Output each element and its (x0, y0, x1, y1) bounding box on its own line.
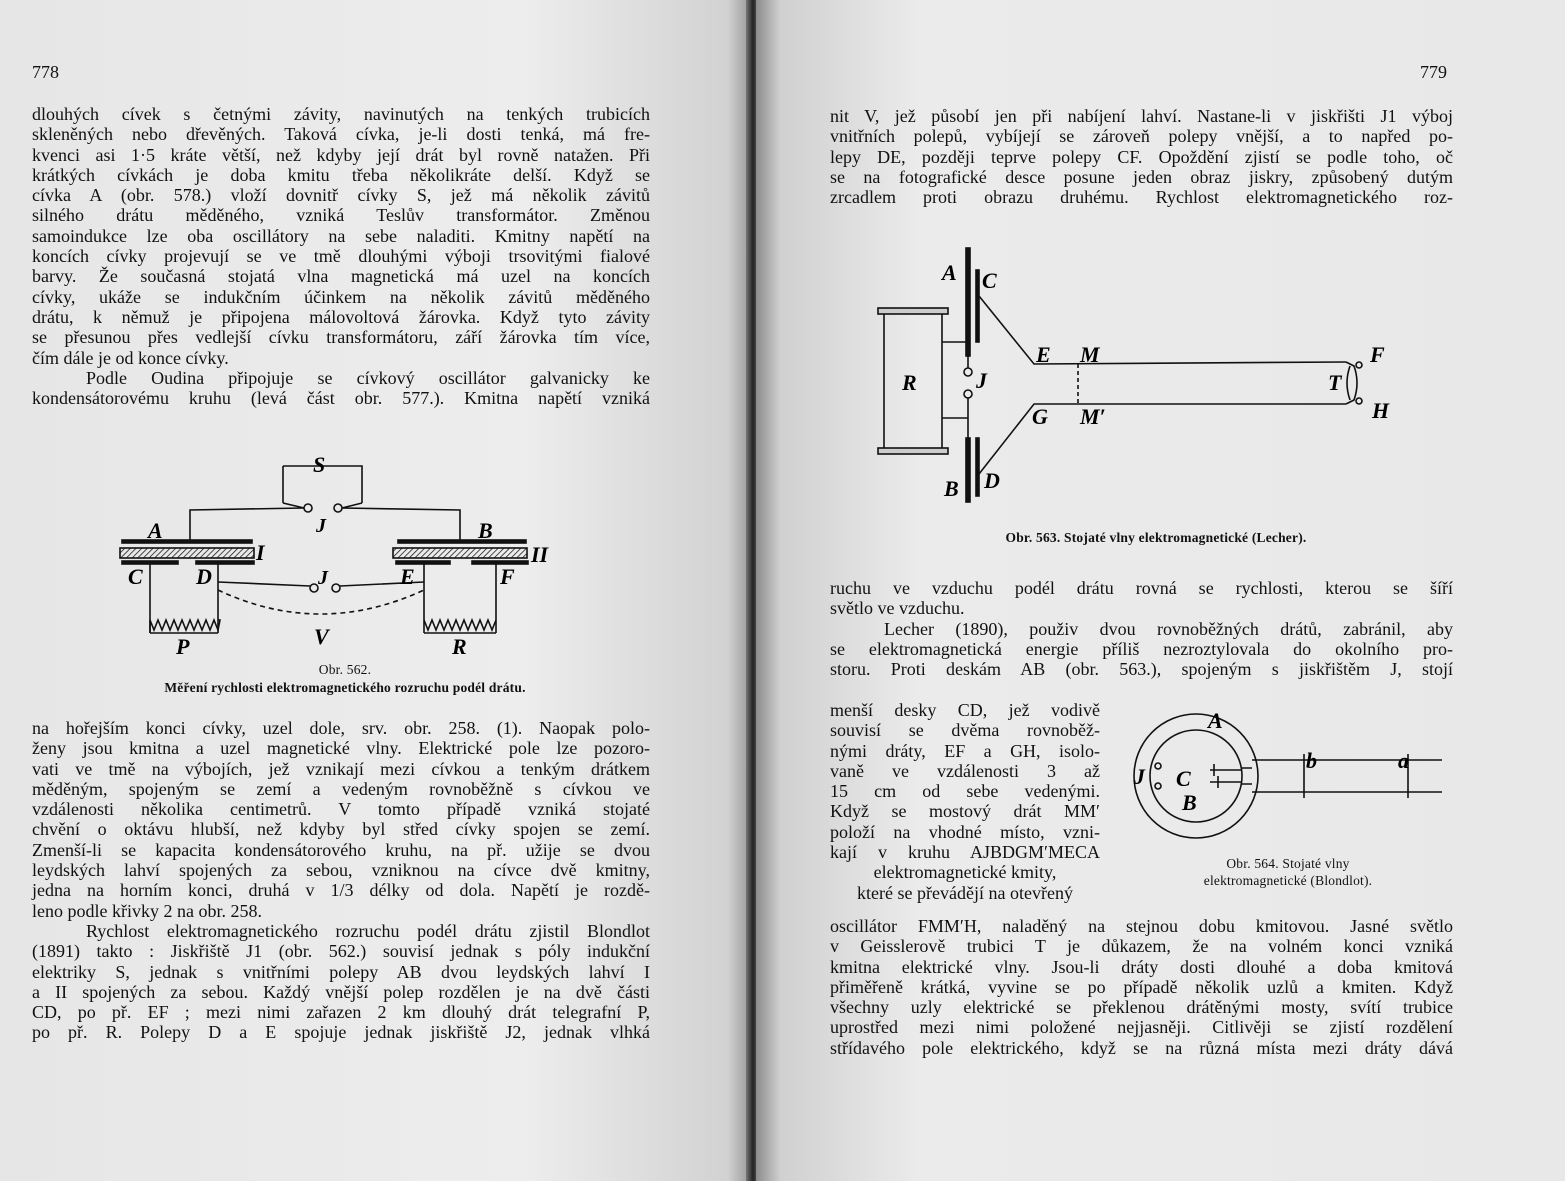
label-C: C (128, 564, 143, 589)
label-B: B (478, 518, 493, 543)
figure-564 (1118, 706, 1448, 856)
right-para-1 (830, 106, 1453, 207)
text-line: menší desky CD, jež vodivě (830, 700, 1100, 720)
text-line: měděným, spojeným se zemí a vedeným rovnoběžně s cívkou ve (32, 778, 650, 799)
label-C: C (1176, 766, 1191, 791)
text-line: Rychlost elektromagnetického rozruchu podél drátu zjistil Blondlot (86, 920, 650, 941)
label-J: J (976, 368, 987, 393)
left-para-1 (32, 104, 650, 408)
text-line: uprostřed mezi nimi položené nejjasněji. Citlivěji se zjistí rozdělení (830, 1017, 1453, 1038)
text-line: které se převádějí na otevřený (857, 882, 1073, 903)
text-line: storu. Proti deskám AB (obr. 563.), spojeným s jiskřištěm J, stojí (830, 659, 1453, 680)
text-line: lepy DE, později teprve polepy CF. Opoždění zjistí se podle toho, oč (830, 146, 1453, 167)
label-J1: J (316, 515, 326, 537)
page-number-left: 778 (32, 62, 59, 82)
label-R: R (902, 370, 917, 395)
text-line: kvenci asi 1·5 kráte větší, než kdyby její drát byl rovně natažen. Při (32, 144, 650, 165)
text-line: vaně ve vzdálenosti 3 až (830, 760, 1100, 781)
text-line: po př. R. Polepy D a E spojuje jednak jiskřiště J2, jednak vlhká (32, 1022, 650, 1043)
text-line: se na fotografické desce posune jeden obraz jiskry, způsobený dutým (830, 166, 1453, 187)
text-line: leno podle křivky 2 na obr. 258. (32, 900, 262, 921)
label-E: E (1036, 342, 1051, 367)
label-B: B (1182, 790, 1197, 815)
text-line: kají v kruhu AJBDGM′MECA (830, 842, 1100, 863)
label-T: T (1328, 370, 1342, 395)
text-line: přiměřeně krátká, vyvine se po případě několik uzlů a kmiten. Když (830, 976, 1453, 997)
text-line: oscillátor FMM′H, naladěný na stejnou dobu kmitovou. Jasné světlo (830, 916, 1453, 936)
figure-564-caption-line1: Obr. 564. Stojaté vlny (1226, 856, 1350, 871)
label-II: II (531, 542, 549, 567)
label-b: b (1306, 748, 1317, 773)
label-C: C (982, 268, 997, 293)
text-line: leydských lahví spojených za sebou, vzniknou na cívce dvě kmitny, (32, 860, 650, 881)
text-line: zrcadlem proti obrazu druhému. Rychlost elektromagnetického roz- (830, 187, 1453, 208)
text-line: samoindukce lze oba oscillátory na sebe naladiti. Kmitny napětí na (32, 225, 650, 246)
text-line: v Geisslerově trubici T je důkazem, že na volném konci vzniká (830, 936, 1453, 957)
figure-563 (866, 238, 1426, 528)
text-line: všechny uzly elektrické se překlenou drátěnými mosty, svítí trubice (830, 997, 1453, 1018)
text-line: silného drátu měděného, vzniká Teslův transformátor. Změnou (32, 205, 650, 226)
label-M: M (1080, 342, 1100, 367)
right-para-2 (830, 578, 1453, 679)
left-page (0, 0, 750, 1181)
right-para-3-narrow (830, 700, 1100, 903)
text-line: souvisí se dvěma rovnoběž- (830, 720, 1100, 741)
label-M-prime: M′ (1080, 404, 1106, 429)
text-line: světlo ve vzduchu. (830, 598, 965, 619)
text-line: barvy. Že současná stojatá vlna magnetická má uzel na koncích (32, 266, 650, 287)
left-para-3 (32, 718, 650, 1043)
text-line: skleněných nebo dřevěných. Taková cívka, je-li dosti tenká, má fre- (32, 124, 650, 145)
text-line: CD, po př. EF ; mezi nimi zařazen 2 km dlouhý drát telegrafní P, (32, 1002, 650, 1023)
text-line: cívka A (obr. 578.) vloží dovnitř cívky S, jež má několik závitů (32, 185, 650, 206)
label-A: A (942, 260, 957, 285)
figure-564-caption-line2: elektromagnetické (Blondlot). (1203, 873, 1373, 888)
text-line: kondensátorovému kruhu (levá část obr. 577.). Kmitna napětí vzniká (32, 388, 650, 409)
label-G: G (1032, 404, 1048, 429)
label-D: D (196, 564, 212, 589)
text-line: jedna na horním konci, druhá v 1/3 délky od dola. Napětí je rozdě- (32, 880, 650, 901)
text-line: ženy jsou kmitna a uzel magnetické vlny. Elektrické pole lze pozoro- (32, 738, 650, 759)
label-J2: J (318, 567, 328, 589)
text-line: střídavého pole elektrického, když se na různá místa mezi dráty dává (830, 1037, 1453, 1058)
label-V: V (314, 624, 329, 649)
text-line: na hořejším konci cívky, uzel dole, srv. obr. 258. (1). Naopak polo- (32, 718, 650, 738)
label-F: F (500, 564, 515, 589)
label-H: H (1372, 398, 1390, 423)
text-line: krátkých cívkách je doba kmitu třeba několikráte delší. Když se (32, 164, 650, 185)
label-B: B (944, 476, 959, 501)
text-line: elektromagnetické kmity, (873, 862, 1057, 883)
right-page (756, 0, 1565, 1181)
text-line: se elektromagnetická energie příliš nezroztylovala do okolního pro- (830, 638, 1453, 659)
text-line: dlouhých cívek s četnými závity, navinutých na tenkých trubicích (32, 104, 650, 124)
label-P: P (176, 634, 190, 659)
label-F: F (1370, 342, 1385, 367)
text-line: vzdálenosti několika centimetrů. V tomto případě vzniká stojaté (32, 799, 650, 820)
right-para-4 (830, 916, 1453, 1058)
text-line: se přesunou přes vedlejší cívku transformátoru, září žárovka tím více, (32, 327, 650, 348)
text-line: nými dráty, EF a GH, isolo- (830, 740, 1100, 761)
label-R: R (452, 634, 467, 659)
text-line: koncích cívky projevují se ve tmě dlouhými výboji trsovitými fialové (32, 246, 650, 267)
text-line: drátu, k němuž je připojena málovoltová žárovka. Když tyto závity (32, 306, 650, 327)
text-line: ruchu ve vzduchu podél drátu rovná se rychlosti, kterou se šíří (830, 578, 1453, 598)
page-number-right: 779 (1420, 62, 1447, 82)
text-line: cívky, ukáže se indukčním účinkem na několik závitů měděného (32, 286, 650, 307)
text-line: nit V, jež působí jen při nabíjení lahví. Nastane-li v jiskřišti J1 výboj (830, 106, 1453, 126)
text-line: (1891) takto : Jiskřiště J1 (obr. 562.) souvisí jednak s póly indukční (32, 941, 650, 962)
text-line: položí na vhodné místo, vzni- (830, 821, 1100, 842)
figure-562-caption: Měření rychlosti elektromagnetického rozruchu podél drátu. (164, 680, 526, 695)
text-line: kmitna elektrické vlny. Jsou-li dráty dosti dlouhé a doba kmitová (830, 956, 1453, 977)
text-line: Podle Oudina připojuje se cívkový oscillátor galvanicky ke (86, 367, 650, 388)
label-E: E (400, 564, 415, 589)
figure-562 (100, 448, 580, 663)
label-J: J (1134, 764, 1145, 789)
text-line: elektriky S, jednak s vnitřními polepy AB dvou leydských lahví I (32, 961, 650, 982)
text-line: Zmenší-li se kapacita kondensátorového kruhu, na př. užije se dvou (32, 839, 650, 860)
text-line: čím dále je od konce cívky. (32, 347, 229, 368)
label-D: D (984, 468, 1000, 493)
text-line: vnitřních polepů, vybíjejí se zároveň polepy vnější, a to napřed po- (830, 126, 1453, 147)
label-a: a (1398, 748, 1409, 773)
label-I: I (256, 540, 265, 565)
text-line: vati ve tmě na výbojích, jež vznikají mezi cívkou a tenkým drátkem (32, 758, 650, 779)
label-S: S (313, 452, 326, 477)
text-line: Když se mostový drát MM′ (830, 801, 1100, 822)
text-line: 15 cm od sebe vedenými. (830, 781, 1100, 802)
label-A: A (148, 518, 163, 543)
text-line: a II spojených za sebou. Každý vnější polep rozdělen je na dvě části (32, 981, 650, 1002)
figure-563-caption: Obr. 563. Stojaté vlny elektromagnetické (Lecher). (1005, 530, 1307, 545)
text-line: Lecher (1890), použiv dvou rovnoběžných drátů, zabránil, aby (884, 618, 1453, 639)
figure-562-caption-number: Obr. 562. (318, 662, 372, 677)
label-A: A (1208, 708, 1223, 733)
text-line: chvění o oktávu hlubší, než kdyby byl střed cívky spojen se zemí. (32, 819, 650, 840)
